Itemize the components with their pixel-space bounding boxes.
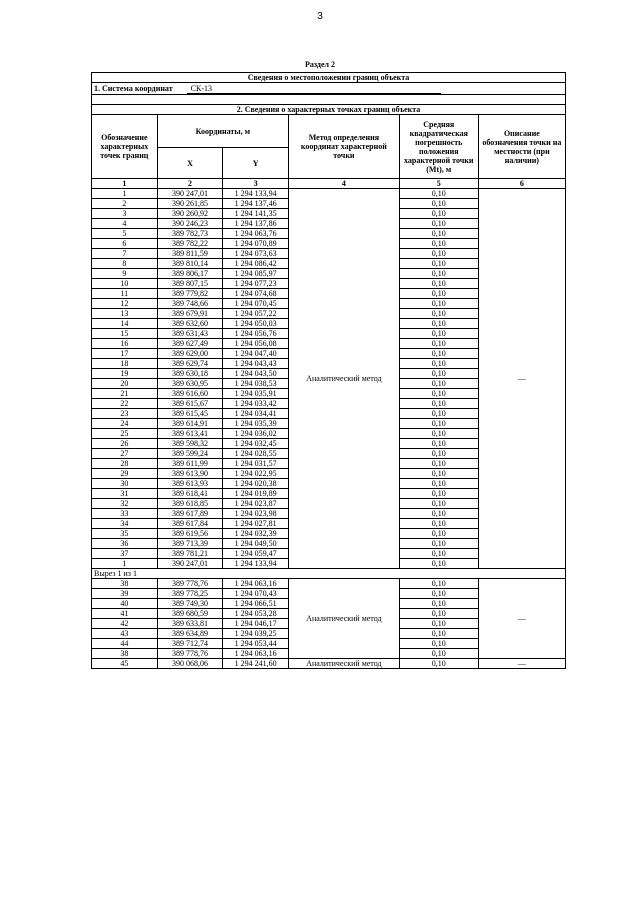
point-y: 1 294 038,53 (223, 379, 289, 389)
point-x: 389 619,56 (157, 529, 223, 539)
point-y: 1 294 053,28 (223, 609, 289, 619)
header-coordinates: Координаты, м (157, 115, 288, 148)
point-designation: 35 (92, 529, 158, 539)
point-designation: 33 (92, 509, 158, 519)
coord-system-label: 1. Система координат (94, 83, 173, 93)
point-error: 0,10 (399, 399, 478, 409)
header-y: Y (223, 148, 289, 179)
point-error: 0,10 (399, 649, 478, 659)
point-x: 389 782,73 (157, 229, 223, 239)
point-error: 0,10 (399, 219, 478, 229)
point-error: 0,10 (399, 619, 478, 629)
point-error: 0,10 (399, 419, 478, 429)
point-error: 0,10 (399, 209, 478, 219)
point-x: 389 778,25 (157, 589, 223, 599)
point-y: 1 294 137,86 (223, 219, 289, 229)
point-y: 1 294 070,89 (223, 239, 289, 249)
point-y: 1 294 047,40 (223, 349, 289, 359)
point-y: 1 294 063,16 (223, 579, 289, 589)
point-error: 0,10 (399, 359, 478, 369)
spacer-row (92, 95, 566, 105)
point-error: 0,10 (399, 339, 478, 349)
point-designation: 16 (92, 339, 158, 349)
point-error: 0,10 (399, 579, 478, 589)
point-x: 389 680,59 (157, 609, 223, 619)
point-designation: 41 (92, 609, 158, 619)
point-designation: 6 (92, 239, 158, 249)
point-designation: 42 (92, 619, 158, 629)
point-x: 389 807,15 (157, 279, 223, 289)
point-designation: 2 (92, 199, 158, 209)
point-designation: 17 (92, 349, 158, 359)
point-designation: 28 (92, 459, 158, 469)
coord-system-row (92, 83, 566, 95)
point-y: 1 294 033,42 (223, 399, 289, 409)
point-designation: 25 (92, 429, 158, 439)
point-y: 1 294 036,02 (223, 429, 289, 439)
point-y: 1 294 034,41 (223, 409, 289, 419)
point-designation: 4 (92, 219, 158, 229)
point-y: 1 294 063,16 (223, 649, 289, 659)
point-designation: 26 (92, 439, 158, 449)
point-y: 1 294 070,43 (223, 589, 289, 599)
point-y: 1 294 022,95 (223, 469, 289, 479)
point-y: 1 294 085,97 (223, 269, 289, 279)
cutout-label: Вырез 1 из 1 (92, 569, 566, 579)
boundary-points-table (91, 72, 566, 669)
table-row (92, 189, 566, 199)
points-section-title: 2. Сведения о характерных точках границ объекта (92, 105, 566, 115)
point-y: 1 294 070,45 (223, 299, 289, 309)
point-x: 389 811,59 (157, 249, 223, 259)
description-cell: — (478, 189, 565, 569)
point-y: 1 294 027,81 (223, 519, 289, 529)
point-y: 1 294 050,03 (223, 319, 289, 329)
point-error: 0,10 (399, 249, 478, 259)
point-x: 389 629,00 (157, 349, 223, 359)
point-error: 0,10 (399, 559, 478, 569)
point-y: 1 294 133,94 (223, 189, 289, 199)
point-error: 0,10 (399, 489, 478, 499)
point-x: 390 247,01 (157, 559, 223, 569)
point-y: 1 294 046,17 (223, 619, 289, 629)
point-x: 390 247,01 (157, 189, 223, 199)
point-x: 389 633,81 (157, 619, 223, 629)
point-y: 1 294 032,45 (223, 439, 289, 449)
point-x: 389 599,24 (157, 449, 223, 459)
point-error: 0,10 (399, 279, 478, 289)
point-error: 0,10 (399, 449, 478, 459)
point-y: 1 294 049,50 (223, 539, 289, 549)
column-number: 4 (288, 179, 399, 189)
point-y: 1 294 023,87 (223, 499, 289, 509)
point-designation: 36 (92, 539, 158, 549)
point-designation: 37 (92, 549, 158, 559)
coord-system-value: СК-13 (187, 84, 441, 94)
point-y: 1 294 056,76 (223, 329, 289, 339)
point-y: 1 294 020,38 (223, 479, 289, 489)
method-cell: Аналитический метод (288, 579, 399, 659)
point-error: 0,10 (399, 319, 478, 329)
point-x: 389 713,39 (157, 539, 223, 549)
point-designation: 27 (92, 449, 158, 459)
point-error: 0,10 (399, 429, 478, 439)
point-x: 389 613,93 (157, 479, 223, 489)
point-x: 389 617,84 (157, 519, 223, 529)
point-error: 0,10 (399, 289, 478, 299)
column-numbers-row (92, 179, 566, 189)
point-x: 389 598,32 (157, 439, 223, 449)
header-designation: Обозначение характерных точек границ (92, 115, 158, 179)
point-x: 389 617,89 (157, 509, 223, 519)
point-error: 0,10 (399, 229, 478, 239)
point-y: 1 294 074,68 (223, 289, 289, 299)
point-designation: 8 (92, 259, 158, 269)
point-x: 389 632,60 (157, 319, 223, 329)
point-y: 1 294 063,76 (223, 229, 289, 239)
point-y: 1 294 056,08 (223, 339, 289, 349)
point-error: 0,10 (399, 639, 478, 649)
point-y: 1 294 077,23 (223, 279, 289, 289)
point-error: 0,10 (399, 549, 478, 559)
point-x: 389 782,22 (157, 239, 223, 249)
table-row (92, 659, 566, 669)
point-x: 389 630,95 (157, 379, 223, 389)
point-designation: 45 (92, 659, 158, 669)
point-designation: 15 (92, 329, 158, 339)
table-row (92, 579, 566, 589)
point-designation: 19 (92, 369, 158, 379)
point-y: 1 294 043,50 (223, 369, 289, 379)
point-y: 1 294 073,63 (223, 249, 289, 259)
point-error: 0,10 (399, 479, 478, 489)
point-x: 389 630,18 (157, 369, 223, 379)
point-error: 0,10 (399, 599, 478, 609)
point-error: 0,10 (399, 519, 478, 529)
point-designation: 44 (92, 639, 158, 649)
point-x: 389 618,85 (157, 499, 223, 509)
point-designation: 23 (92, 409, 158, 419)
point-error: 0,10 (399, 309, 478, 319)
point-x: 390 068,06 (157, 659, 223, 669)
point-designation: 3 (92, 209, 158, 219)
point-error: 0,10 (399, 329, 478, 339)
point-x: 389 614,91 (157, 419, 223, 429)
point-y: 1 294 019,89 (223, 489, 289, 499)
point-designation: 43 (92, 629, 158, 639)
cutout-row (92, 569, 566, 579)
point-error: 0,10 (399, 609, 478, 619)
point-error: 0,10 (399, 459, 478, 469)
point-x: 389 748,66 (157, 299, 223, 309)
point-designation: 18 (92, 359, 158, 369)
point-x: 389 749,30 (157, 599, 223, 609)
point-y: 1 294 059,47 (223, 549, 289, 559)
point-x: 389 613,41 (157, 429, 223, 439)
method-cell: Аналитический метод (288, 189, 399, 569)
point-x: 390 260,92 (157, 209, 223, 219)
point-error: 0,10 (399, 189, 478, 199)
point-y: 1 294 053,44 (223, 639, 289, 649)
description-cell: — (478, 659, 565, 669)
point-x: 389 631,43 (157, 329, 223, 339)
column-number: 1 (92, 179, 158, 189)
description-cell: — (478, 579, 565, 659)
point-designation: 1 (92, 559, 158, 569)
point-designation: 5 (92, 229, 158, 239)
point-x: 389 806,17 (157, 269, 223, 279)
point-y: 1 294 057,22 (223, 309, 289, 319)
column-number: 5 (399, 179, 478, 189)
point-error: 0,10 (399, 199, 478, 209)
point-error: 0,10 (399, 379, 478, 389)
point-error: 0,10 (399, 269, 478, 279)
point-designation: 24 (92, 419, 158, 429)
object-info-title: Сведения о местоположении границ объекта (92, 73, 566, 83)
point-designation: 20 (92, 379, 158, 389)
header-description: Описание обозначения точки на местности (при наличии) (478, 115, 565, 179)
point-designation: 29 (92, 469, 158, 479)
point-designation: 13 (92, 309, 158, 319)
point-error: 0,10 (399, 299, 478, 309)
point-error: 0,10 (399, 659, 478, 669)
point-designation: 32 (92, 499, 158, 509)
point-designation: 30 (92, 479, 158, 489)
page-number: 3 (317, 11, 323, 22)
point-y: 1 294 141,35 (223, 209, 289, 219)
point-designation: 21 (92, 389, 158, 399)
point-x: 389 611,99 (157, 459, 223, 469)
column-number: 6 (478, 179, 565, 189)
point-x: 389 778,76 (157, 579, 223, 589)
point-y: 1 294 137,46 (223, 199, 289, 209)
point-error: 0,10 (399, 539, 478, 549)
point-y: 1 294 032,39 (223, 529, 289, 539)
point-y: 1 294 241,60 (223, 659, 289, 669)
section-title: Раздел 2 (304, 60, 336, 69)
point-x: 389 615,67 (157, 399, 223, 409)
point-error: 0,10 (399, 389, 478, 399)
point-designation: 14 (92, 319, 158, 329)
point-x: 389 618,41 (157, 489, 223, 499)
header-error: Средняя квадратическая погрешность положения характерной точки (Mt), м (399, 115, 478, 179)
point-designation: 38 (92, 649, 158, 659)
point-designation: 31 (92, 489, 158, 499)
point-x: 389 810,14 (157, 259, 223, 269)
point-error: 0,10 (399, 469, 478, 479)
header-x: X (157, 148, 223, 179)
point-x: 389 778,76 (157, 649, 223, 659)
point-y: 1 294 066,51 (223, 599, 289, 609)
point-error: 0,10 (399, 409, 478, 419)
point-designation: 12 (92, 299, 158, 309)
point-error: 0,10 (399, 259, 478, 269)
point-designation: 22 (92, 399, 158, 409)
point-x: 389 627,49 (157, 339, 223, 349)
point-x: 389 712,74 (157, 639, 223, 649)
point-y: 1 294 133,94 (223, 559, 289, 569)
point-designation: 7 (92, 249, 158, 259)
column-number: 2 (157, 179, 223, 189)
point-y: 1 294 035,91 (223, 389, 289, 399)
point-x: 389 781,21 (157, 549, 223, 559)
point-x: 389 679,91 (157, 309, 223, 319)
point-y: 1 294 028,55 (223, 449, 289, 459)
point-designation: 1 (92, 189, 158, 199)
header-method: Метод определения координат характерной точки (288, 115, 399, 179)
point-error: 0,10 (399, 629, 478, 639)
column-number: 3 (223, 179, 289, 189)
point-x: 389 629,74 (157, 359, 223, 369)
point-error: 0,10 (399, 239, 478, 249)
point-error: 0,10 (399, 369, 478, 379)
point-designation: 11 (92, 289, 158, 299)
point-y: 1 294 023,98 (223, 509, 289, 519)
point-designation: 39 (92, 589, 158, 599)
point-x: 389 634,89 (157, 629, 223, 639)
point-error: 0,10 (399, 499, 478, 509)
method-cell: Аналитический метод (288, 659, 399, 669)
point-x: 390 261,85 (157, 199, 223, 209)
point-x: 389 616,60 (157, 389, 223, 399)
point-y: 1 294 043,43 (223, 359, 289, 369)
point-y: 1 294 031,57 (223, 459, 289, 469)
point-y: 1 294 035,39 (223, 419, 289, 429)
point-error: 0,10 (399, 589, 478, 599)
point-error: 0,10 (399, 529, 478, 539)
point-designation: 34 (92, 519, 158, 529)
point-x: 389 615,45 (157, 409, 223, 419)
point-error: 0,10 (399, 509, 478, 519)
point-y: 1 294 039,25 (223, 629, 289, 639)
point-designation: 40 (92, 599, 158, 609)
point-error: 0,10 (399, 349, 478, 359)
point-x: 389 779,82 (157, 289, 223, 299)
point-error: 0,10 (399, 439, 478, 449)
point-x: 390 246,23 (157, 219, 223, 229)
point-x: 389 613,90 (157, 469, 223, 479)
point-designation: 38 (92, 579, 158, 589)
point-designation: 9 (92, 269, 158, 279)
point-designation: 10 (92, 279, 158, 289)
point-y: 1 294 086,42 (223, 259, 289, 269)
